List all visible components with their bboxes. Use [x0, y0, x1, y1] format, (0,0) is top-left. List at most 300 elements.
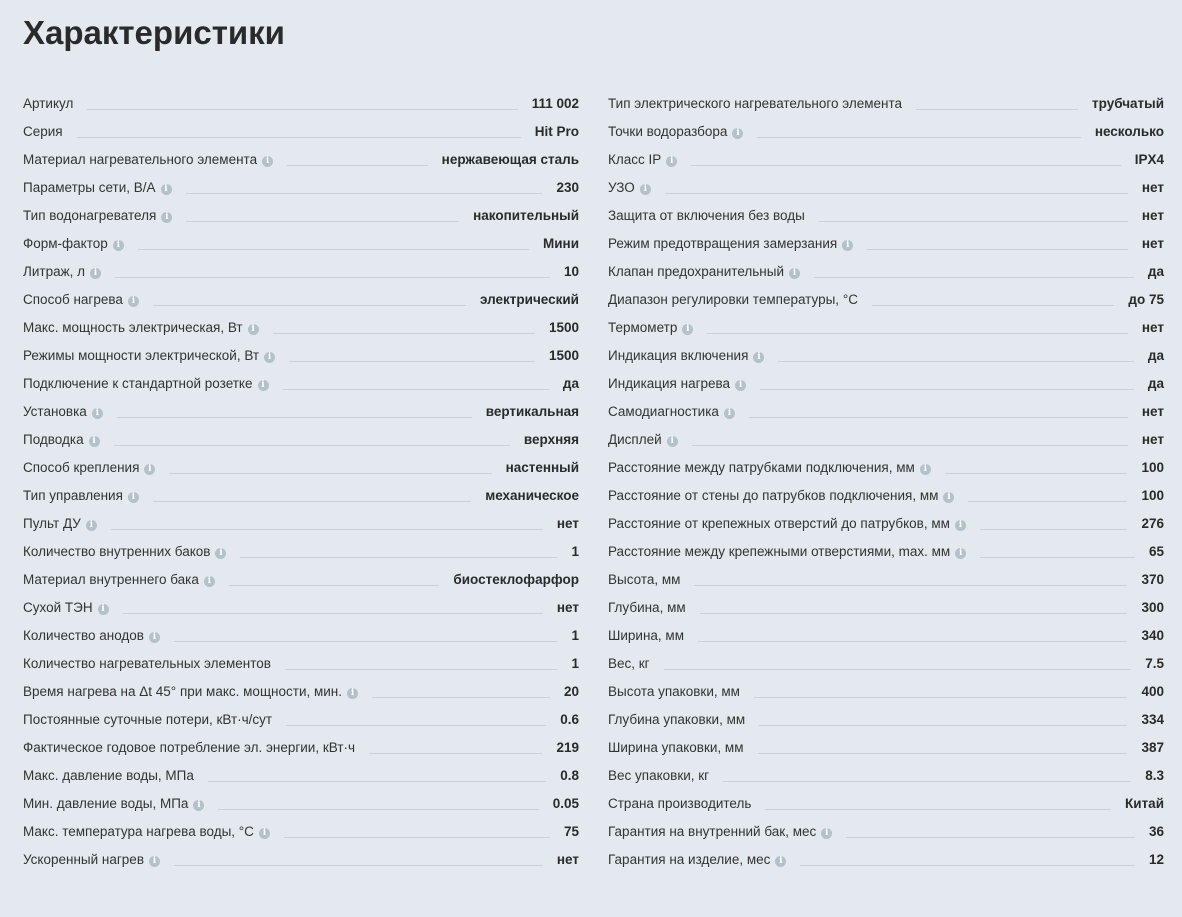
- spec-value: трубчатый: [1092, 95, 1164, 111]
- spec-value: нет: [556, 515, 579, 531]
- leader-line: [692, 445, 1128, 446]
- spec-row: [23, 453, 579, 481]
- spec-label: [608, 712, 745, 727]
- spec-value: накопительный: [473, 207, 579, 223]
- spec-label-text: Время нагрева на Δt 45° при макс. мощности, мин.: [23, 683, 343, 699]
- spec-row: [23, 481, 579, 509]
- leader-line: [754, 697, 1128, 698]
- spec-row: [608, 89, 1164, 117]
- spec-label: [23, 404, 103, 419]
- spec-value: 1: [571, 655, 579, 671]
- spec-label: [23, 292, 139, 307]
- spec-label-text: Ширина, мм: [608, 627, 684, 643]
- info-icon[interactable]: i: [259, 828, 270, 839]
- spec-label-text: Класс IP: [608, 151, 662, 167]
- spec-row: [23, 621, 579, 649]
- spec-label: [23, 572, 215, 587]
- spec-label: [23, 320, 259, 335]
- spec-label-text: Способ крепления: [23, 459, 140, 475]
- spec-row: [608, 397, 1164, 425]
- spec-label: [608, 572, 680, 587]
- spec-row: [23, 341, 579, 369]
- leader-line: [286, 725, 546, 726]
- spec-value: 230: [556, 179, 579, 195]
- spec-label-text: Ширина упаковки, мм: [608, 739, 744, 755]
- leader-line: [138, 249, 529, 250]
- info-icon[interactable]: i: [682, 324, 693, 335]
- spec-label-text: Установка: [23, 403, 87, 419]
- spec-label-text: Расстояние от крепежных отверстий до патрубков, мм: [608, 515, 950, 531]
- spec-label-text: Режим предотвращения замерзания: [608, 235, 838, 251]
- spec-label: [23, 852, 160, 867]
- spec-label: [608, 684, 740, 699]
- spec-label-text: Материал нагревательного элемента: [23, 151, 258, 167]
- info-icon[interactable]: i: [92, 408, 103, 419]
- spec-label: [608, 852, 786, 867]
- leader-line: [872, 305, 1114, 306]
- spec-row: [23, 649, 579, 677]
- info-icon[interactable]: i: [262, 156, 273, 167]
- spec-label-text: Высота, мм: [608, 571, 681, 587]
- spec-value: биостеклофарфор: [453, 571, 579, 587]
- spec-label-text: Защита от включения без воды: [608, 207, 805, 223]
- spec-label: [608, 824, 832, 839]
- spec-label: [23, 544, 226, 559]
- spec-label-text: Самодиагностика: [608, 403, 719, 419]
- spec-row: [608, 425, 1164, 453]
- spec-label: [23, 656, 271, 671]
- spec-row: [23, 201, 579, 229]
- spec-label: [608, 348, 764, 363]
- leader-line: [691, 165, 1120, 166]
- info-icon[interactable]: i: [753, 352, 764, 363]
- leader-line: [114, 445, 510, 446]
- spec-value: 0.05: [552, 795, 579, 811]
- leader-line: [749, 417, 1128, 418]
- leader-line: [111, 529, 543, 530]
- spec-row: [608, 173, 1164, 201]
- info-icon[interactable]: i: [666, 156, 677, 167]
- spec-row: [23, 537, 579, 565]
- info-icon[interactable]: i: [955, 548, 966, 559]
- spec-label: [608, 264, 800, 279]
- spec-row: [608, 733, 1164, 761]
- info-icon[interactable]: i: [90, 268, 101, 279]
- spec-value: 12: [1148, 851, 1164, 867]
- spec-row: [23, 117, 579, 145]
- spec-label: [608, 404, 735, 419]
- leader-line: [814, 277, 1134, 278]
- spec-label-text: Сухой ТЭН: [23, 599, 93, 615]
- spec-row: [23, 817, 579, 845]
- spec-value: нет: [1141, 235, 1164, 251]
- info-icon[interactable]: i: [161, 212, 172, 223]
- leader-line: [174, 641, 558, 642]
- spec-label: [608, 488, 954, 503]
- spec-label-text: Расстояние между крепежными отверстиями, max. мм: [608, 543, 951, 559]
- spec-row: [23, 369, 579, 397]
- spec-row: [23, 229, 579, 257]
- spec-row: [608, 341, 1164, 369]
- info-icon[interactable]: i: [248, 324, 259, 335]
- spec-value: 219: [556, 739, 579, 755]
- info-icon[interactable]: i: [128, 296, 139, 307]
- spec-row: [608, 145, 1164, 173]
- spec-row: [23, 145, 579, 173]
- spec-label: [608, 600, 686, 615]
- spec-label-text: Способ нагрева: [23, 291, 123, 307]
- spec-value: да: [1147, 375, 1164, 391]
- leader-line: [665, 193, 1128, 194]
- spec-value: 100: [1141, 459, 1164, 475]
- spec-label-text: Страна производитель: [608, 795, 752, 811]
- spec-row: [608, 509, 1164, 537]
- spec-value: нет: [556, 851, 579, 867]
- info-icon[interactable]: i: [640, 184, 651, 195]
- spec-value: 7.5: [1145, 655, 1164, 671]
- spec-value: нет: [1141, 403, 1164, 419]
- spec-row: [23, 565, 579, 593]
- spec-value: 36: [1148, 823, 1164, 839]
- spec-label: [608, 740, 744, 755]
- spec-value: нет: [556, 599, 579, 615]
- leader-line: [273, 333, 535, 334]
- spec-value: 370: [1141, 571, 1164, 587]
- spec-value: 1500: [548, 319, 579, 335]
- leader-line: [153, 501, 471, 502]
- leader-line: [87, 109, 517, 110]
- spec-row: [608, 593, 1164, 621]
- spec-value: 65: [1148, 543, 1164, 559]
- spec-value: 1: [571, 543, 579, 559]
- leader-line: [759, 725, 1127, 726]
- spec-row: [608, 229, 1164, 257]
- spec-row: [608, 313, 1164, 341]
- spec-value: до 75: [1128, 291, 1164, 307]
- spec-label-text: Серия: [23, 123, 63, 139]
- spec-value: электрический: [480, 291, 579, 307]
- spec-label-text: Индикация нагрева: [608, 375, 731, 391]
- info-icon[interactable]: i: [128, 492, 139, 503]
- spec-label: [608, 236, 853, 251]
- spec-label: [23, 264, 101, 279]
- spec-label: [608, 152, 677, 167]
- info-icon[interactable]: i: [161, 184, 172, 195]
- spec-label: [23, 96, 73, 111]
- spec-row: [608, 761, 1164, 789]
- spec-label-text: Гарантия на изделие, мес: [608, 851, 771, 867]
- spec-value: нет: [1141, 207, 1164, 223]
- spec-label-text: Артикул: [23, 95, 74, 111]
- spec-row: [608, 649, 1164, 677]
- spec-row: [23, 425, 579, 453]
- leader-line: [283, 389, 549, 390]
- spec-value: 400: [1141, 683, 1164, 699]
- spec-label: [608, 124, 743, 139]
- spec-row: [608, 789, 1164, 817]
- leader-line: [694, 585, 1127, 586]
- spec-label-text: Высота упаковки, мм: [608, 683, 740, 699]
- spec-label-text: Тип электрического нагревательного элемента: [608, 95, 903, 111]
- spec-label-text: Глубина упаковки, мм: [608, 711, 746, 727]
- spec-row: [23, 733, 579, 761]
- spec-value: да: [562, 375, 579, 391]
- info-icon[interactable]: i: [735, 380, 746, 391]
- spec-label-text: Количество нагревательных элементов: [23, 655, 271, 671]
- leader-line: [229, 585, 440, 586]
- spec-label: [23, 628, 160, 643]
- spec-label-text: Вес упаковки, кг: [608, 767, 710, 783]
- spec-label-text: Постоянные суточные потери, кВт·ч/сут: [23, 711, 273, 727]
- spec-row: [23, 89, 579, 117]
- spec-label-text: Мин. давление воды, МПа: [23, 795, 189, 811]
- spec-label-text: Глубина, мм: [608, 599, 686, 615]
- spec-label: [23, 460, 155, 475]
- info-icon[interactable]: i: [821, 828, 832, 839]
- spec-row: [23, 705, 579, 733]
- leader-line: [117, 417, 472, 418]
- spec-label: [23, 432, 100, 447]
- leader-line: [800, 865, 1135, 866]
- spec-row: [23, 677, 579, 705]
- spec-label: [608, 656, 650, 671]
- spec-label-text: Тип водонагревателя: [23, 207, 157, 223]
- leader-line: [208, 781, 546, 782]
- spec-label: [23, 124, 63, 139]
- leader-line: [760, 389, 1134, 390]
- spec-label: [608, 460, 931, 475]
- spec-row: [608, 453, 1164, 481]
- leader-line: [174, 865, 543, 866]
- info-icon[interactable]: i: [732, 128, 743, 139]
- spec-label: [608, 768, 709, 783]
- spec-label: [23, 180, 172, 195]
- leader-line: [758, 753, 1128, 754]
- spec-value: 10: [563, 263, 579, 279]
- specs-column-right: [608, 89, 1164, 873]
- spec-value: 20: [563, 683, 579, 699]
- spec-label: [608, 320, 693, 335]
- info-icon[interactable]: i: [149, 632, 160, 643]
- leader-line: [169, 473, 491, 474]
- spec-label: [608, 208, 805, 223]
- spec-row: [608, 257, 1164, 285]
- spec-value: да: [1147, 347, 1164, 363]
- spec-row: [23, 789, 579, 817]
- spec-label: [23, 348, 275, 363]
- spec-label: [608, 96, 902, 111]
- spec-label-text: Подключение к стандартной розетке: [23, 375, 253, 391]
- spec-value: Hit Pro: [534, 123, 579, 139]
- spec-row: [608, 565, 1164, 593]
- spec-label-text: Количество анодов: [23, 627, 144, 643]
- spec-value: Мини: [543, 235, 579, 251]
- spec-value: 111 002: [531, 95, 579, 111]
- spec-label: [608, 628, 684, 643]
- spec-label-text: Режимы мощности электрической, Вт: [23, 347, 260, 363]
- leader-line: [846, 837, 1135, 838]
- spec-label: [23, 712, 272, 727]
- spec-value: нет: [1141, 179, 1164, 195]
- info-icon[interactable]: i: [943, 492, 954, 503]
- info-icon[interactable]: i: [144, 464, 155, 475]
- info-icon[interactable]: i: [775, 856, 786, 867]
- spec-label-text: Расстояние от стены до патрубков подключения, мм: [608, 487, 939, 503]
- spec-row: [23, 257, 579, 285]
- leader-line: [968, 501, 1127, 502]
- spec-label: [23, 796, 204, 811]
- spec-value: несколько: [1094, 123, 1164, 139]
- spec-row: [608, 369, 1164, 397]
- info-icon[interactable]: i: [193, 800, 204, 811]
- spec-value: нержавеющая сталь: [441, 151, 579, 167]
- spec-label-text: Пульт ДУ: [23, 515, 81, 531]
- specs-column-left: [23, 89, 579, 873]
- info-icon[interactable]: i: [667, 436, 678, 447]
- spec-row: [23, 845, 579, 873]
- info-icon[interactable]: i: [789, 268, 800, 279]
- spec-label-text: Клапан предохранительный: [608, 263, 785, 279]
- spec-label-text: УЗО: [608, 179, 635, 195]
- spec-value: 75: [563, 823, 579, 839]
- spec-label: [23, 768, 194, 783]
- info-icon[interactable]: i: [149, 856, 160, 867]
- leader-line: [757, 137, 1080, 138]
- spec-label: [23, 376, 269, 391]
- info-icon[interactable]: i: [89, 436, 100, 447]
- spec-value: 0.6: [560, 711, 579, 727]
- leader-line: [778, 361, 1134, 362]
- spec-label: [23, 236, 124, 251]
- spec-label: [608, 544, 966, 559]
- spec-row: [608, 845, 1164, 873]
- spec-value: нет: [1141, 431, 1164, 447]
- spec-label: [23, 740, 355, 755]
- spec-label-text: Индикация включения: [608, 347, 749, 363]
- leader-line: [819, 221, 1128, 222]
- leader-line: [287, 165, 428, 166]
- leader-line: [372, 697, 550, 698]
- spec-label-text: Гарантия на внутренний бак, мес: [608, 823, 817, 839]
- leader-line: [123, 613, 543, 614]
- spec-row: [608, 481, 1164, 509]
- spec-row: [608, 201, 1164, 229]
- spec-label-text: Диапазон регулировки температуры, °С: [608, 291, 858, 307]
- leader-line: [723, 781, 1131, 782]
- spec-value: IPX4: [1134, 151, 1164, 167]
- leader-line: [980, 557, 1135, 558]
- info-icon[interactable]: i: [86, 520, 97, 531]
- info-icon[interactable]: i: [204, 576, 215, 587]
- info-icon[interactable]: i: [842, 240, 853, 251]
- spec-label-text: Форм-фактор: [23, 235, 108, 251]
- spec-label-text: Термометр: [608, 319, 678, 335]
- leader-line: [765, 809, 1111, 810]
- info-icon[interactable]: i: [724, 408, 735, 419]
- spec-value: вертикальная: [485, 403, 579, 419]
- leader-line: [707, 333, 1128, 334]
- spec-row: [608, 705, 1164, 733]
- spec-value: 0.8: [560, 767, 579, 783]
- spec-row: [23, 313, 579, 341]
- leader-line: [115, 277, 550, 278]
- leader-line: [218, 809, 538, 810]
- spec-label-text: Фактическое годовое потребление эл. энергии, кВт·ч: [23, 739, 356, 755]
- spec-row: [23, 285, 579, 313]
- spec-label-text: Ускоренный нагрев: [23, 851, 144, 867]
- spec-label-text: Подводка: [23, 431, 84, 447]
- leader-line: [867, 249, 1128, 250]
- spec-value: механическое: [485, 487, 579, 503]
- info-icon[interactable]: i: [347, 688, 358, 699]
- spec-label-text: Расстояние между патрубками подключения, мм: [608, 459, 915, 475]
- spec-row: [23, 397, 579, 425]
- spec-row: [23, 509, 579, 537]
- spec-label: [23, 152, 273, 167]
- spec-value: Китай: [1125, 795, 1164, 811]
- info-icon[interactable]: i: [113, 240, 124, 251]
- info-icon[interactable]: i: [264, 352, 275, 363]
- spec-label: [608, 376, 746, 391]
- leader-line: [186, 193, 543, 194]
- spec-label: [608, 292, 858, 307]
- spec-label-text: Макс. давление воды, МПа: [23, 767, 194, 783]
- info-icon[interactable]: i: [258, 380, 269, 391]
- spec-label-text: Количество внутренних баков: [23, 543, 211, 559]
- spec-row: [23, 761, 579, 789]
- info-icon[interactable]: i: [98, 604, 109, 615]
- spec-value: 340: [1141, 627, 1164, 643]
- spec-value: 387: [1141, 739, 1164, 755]
- spec-value: 276: [1141, 515, 1164, 531]
- spec-label-text: Макс. температура нагрева воды, °С: [23, 823, 254, 839]
- spec-value: да: [1147, 263, 1164, 279]
- spec-label: [608, 796, 751, 811]
- info-icon[interactable]: i: [920, 464, 931, 475]
- spec-value: 300: [1141, 599, 1164, 615]
- spec-label-text: Параметры сети, В/А: [23, 179, 156, 195]
- info-icon[interactable]: i: [955, 520, 966, 531]
- spec-label-text: Вес, кг: [608, 655, 650, 671]
- spec-row: [608, 117, 1164, 145]
- leader-line: [700, 613, 1128, 614]
- spec-value: 100: [1141, 487, 1164, 503]
- page-title: Характеристики: [23, 14, 285, 51]
- spec-label-text: Материал внутреннего бака: [23, 571, 199, 587]
- leader-line: [945, 473, 1128, 474]
- spec-row: [608, 285, 1164, 313]
- leader-line: [698, 641, 1127, 642]
- spec-label: [608, 516, 966, 531]
- spec-row: [608, 621, 1164, 649]
- spec-label: [23, 488, 139, 503]
- spec-value: нет: [1141, 319, 1164, 335]
- spec-label-text: Литраж, л: [23, 263, 86, 279]
- leader-line: [284, 837, 550, 838]
- spec-row: [608, 677, 1164, 705]
- spec-label: [23, 600, 109, 615]
- spec-label-text: Точки водоразбора: [608, 123, 728, 139]
- spec-label: [608, 180, 651, 195]
- leader-line: [664, 669, 1132, 670]
- leader-line: [240, 557, 557, 558]
- spec-value: верхняя: [523, 431, 579, 447]
- info-icon[interactable]: i: [215, 548, 226, 559]
- spec-label-text: Тип управления: [23, 487, 123, 503]
- spec-value: 1: [571, 627, 579, 643]
- spec-label-text: Дисплей: [608, 431, 662, 447]
- leader-line: [369, 753, 542, 754]
